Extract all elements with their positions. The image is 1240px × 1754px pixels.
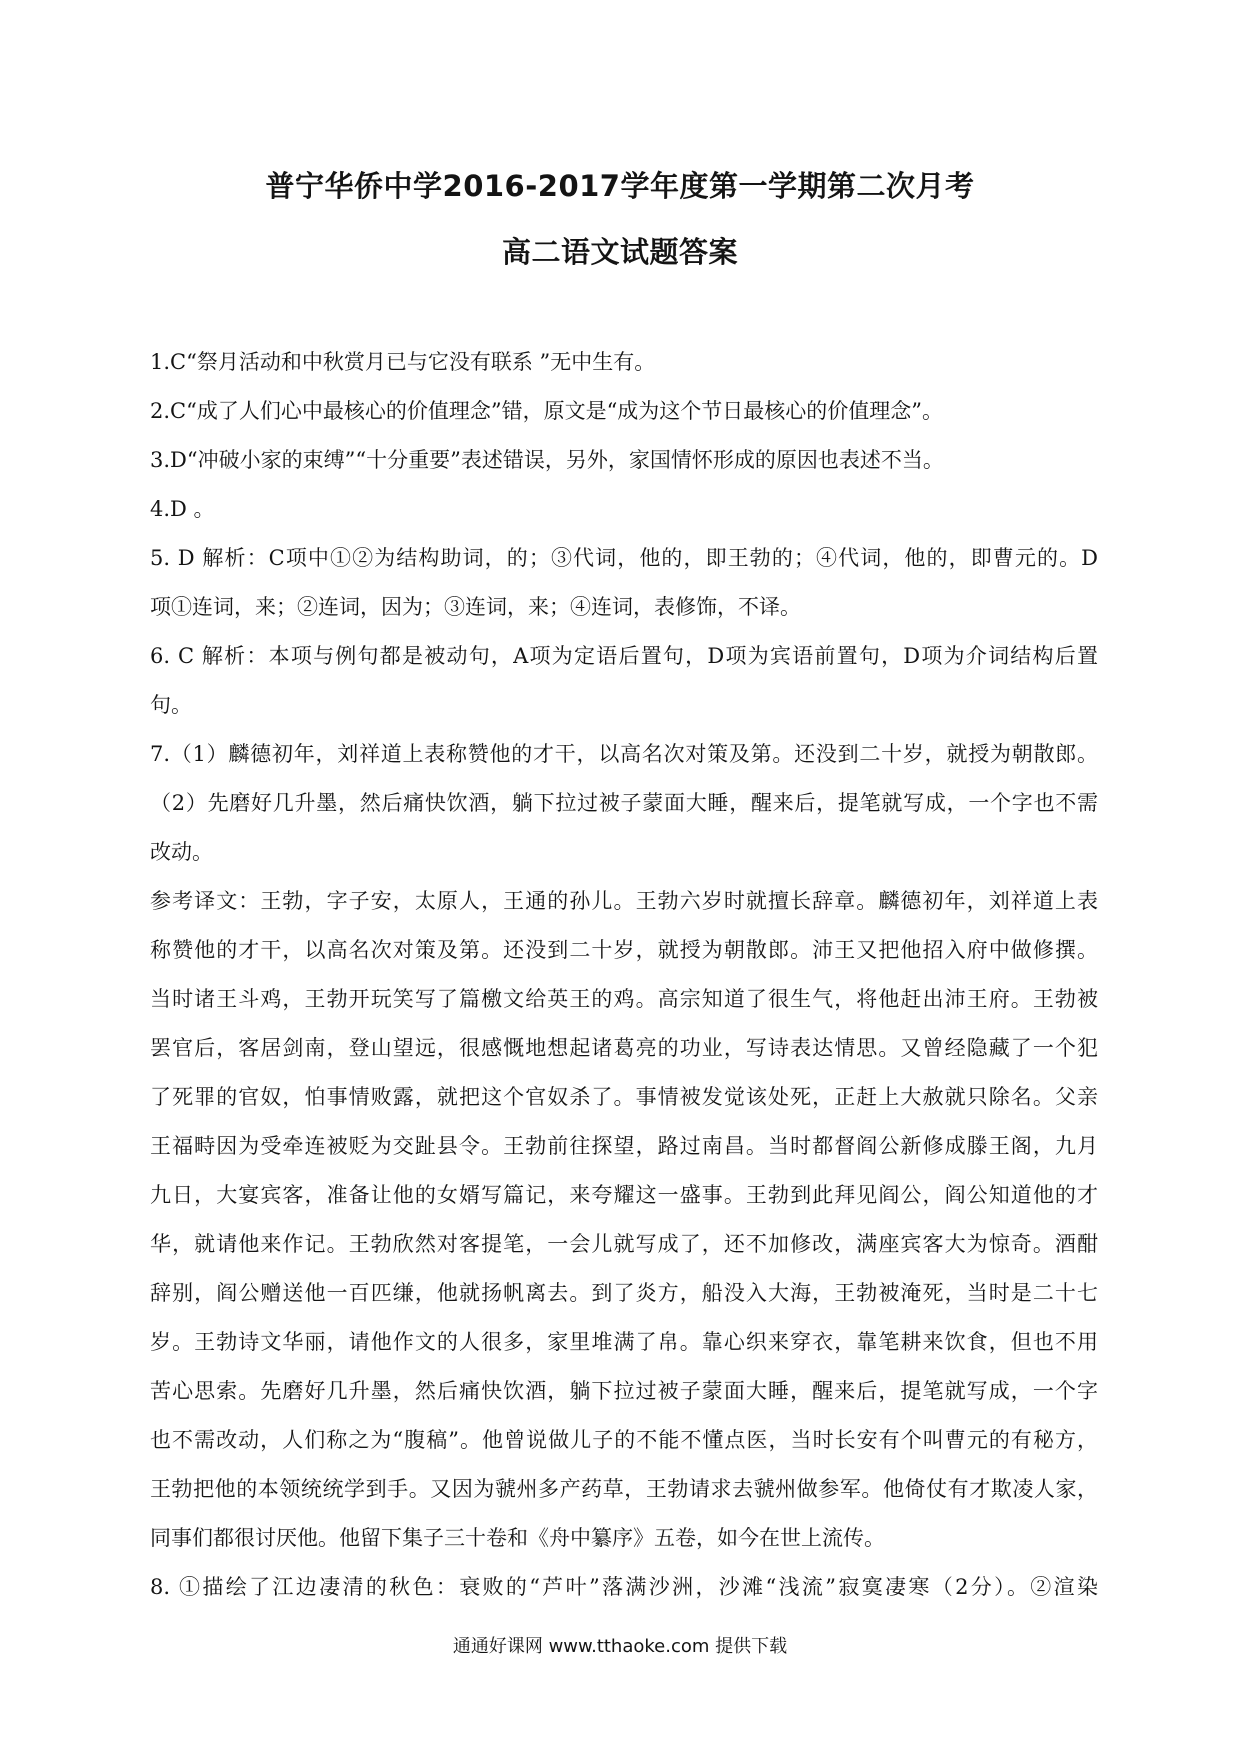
text-line: 华，就请他来作记。王勃欣然对客提笔，一会儿就写成了，还不加修改，满座宾客大为惊奇。酒酣 [150,1232,1098,1256]
text-line: 8. ①描绘了江边凄清的秋色：衰败的“芦叶”落满沙洲，沙滩“浅流”寂寞凄寒（2分）。②渲染 [150,1575,1098,1599]
document-subtitle: 高二语文试题答案 [501,235,738,269]
text-line: 同事们都很讨厌他。他留下集子三十卷和《舟中纂序》五卷，如今在世上流传。 [150,1526,885,1550]
text-line: 5. D 解析：C项中①②为结构助词，的；③代词，他的，即王勃的；④代词，他的，即曹元的。D [150,546,1098,570]
text-line: 项①连词，来；②连词，因为；③连词，来；④连词，表修饰，不译。 [150,595,801,619]
text-line: 岁。王勃诗文华丽，请他作文的人很多，家里堆满了帛。靠心织来穿衣，靠笔耕来饮食，但也不用 [150,1330,1098,1354]
text-line: 3.D“冲破小家的束缚”“十分重要”表述错误，另外，家国情怀形成的原因也表述不当。 [150,448,944,472]
text-line: 苦心思索。先磨好几升墨，然后痛快饮酒，躺下拉过被子蒙面大睡，醒来后，提笔就写成，一个字 [150,1379,1098,1403]
text-line: 也不需改动，人们称之为“腹稿”。他曾说做儿子的不能不懂点医，当时长安有个叫曹元的有秘方， [150,1428,1098,1452]
text-line: 1.C“祭月活动和中秋赏月已与它没有联系 ”无中生有。 [150,350,656,374]
text-line: 罢官后，客居剑南，登山望远，很感慨地想起诸葛亮的功业，写诗表达情思。又曾经隐藏了一个犯 [150,1036,1098,1060]
text-line: 王福畤因为受牵连被贬为交趾县令。王勃前往探望，路过南昌。当时都督阎公新修成滕王阁，九月 [150,1134,1098,1158]
text-line: （2）先磨好几升墨，然后痛快饮酒，躺下拉过被子蒙面大睡，醒来后，提笔就写成，一个字也不需 [150,791,1098,815]
text-line: 辞别，阎公赠送他一百匹缣，他就扬帆离去。到了炎方，船没入大海，王勃被淹死，当时是二十七 [150,1281,1098,1305]
text-line: 7.（1）麟德初年，刘祥道上表称赞他的才干，以高名次对策及第。还没到二十岁，就授为朝散郎。 [150,742,1098,766]
text-line: 2.C“成了人们心中最核心的价值理念”错，原文是“成为这个节日最核心的价值理念”。 [150,399,944,423]
footer-download-note: 通通好课网 www.tthaoke.com 提供下载 [452,1636,788,1657]
text-line: 参考译文：王勃，字子安，太原人，王通的孙儿。王勃六岁时就擅长辞章。麟德初年，刘祥道上表 [150,889,1098,913]
text-line: 4.D 。 [150,497,215,521]
text-line: 称赞他的才干，以高名次对策及第。还没到二十岁，就授为朝散郎。沛王又把他招入府中做修撰。 [150,938,1098,962]
answer-body [150,338,1098,1612]
text-line: 当时诸王斗鸡，王勃开玩笑写了篇檄文给英王的鸡。高宗知道了很生气，将他赶出沛王府。王勃被 [150,987,1098,1011]
text-line: 王勃把他的本领统统学到手。又因为虢州多产药草，王勃请求去虢州做参军。他倚仗有才欺凌人家， [150,1477,1098,1501]
text-line: 改动。 [150,840,213,864]
text-line: 了死罪的官奴，怕事情败露，就把这个官奴杀了。事情被发觉该处死，正赶上大赦就只除名。父亲 [150,1085,1098,1109]
text-line: 九日，大宴宾客，准备让他的女婿写篇记，来夸耀这一盛事。王勃到此拜见阎公，阎公知道他的才 [150,1183,1098,1207]
text-line: 句。 [150,693,192,717]
document-title: 普宁华侨中学2016-2017学年度第一学期第二次月考 [265,169,975,203]
text-line: 6. C 解析：本项与例句都是被动句，A项为定语后置句，D项为宾语前置句，D项为介词结构后置 [150,644,1098,668]
